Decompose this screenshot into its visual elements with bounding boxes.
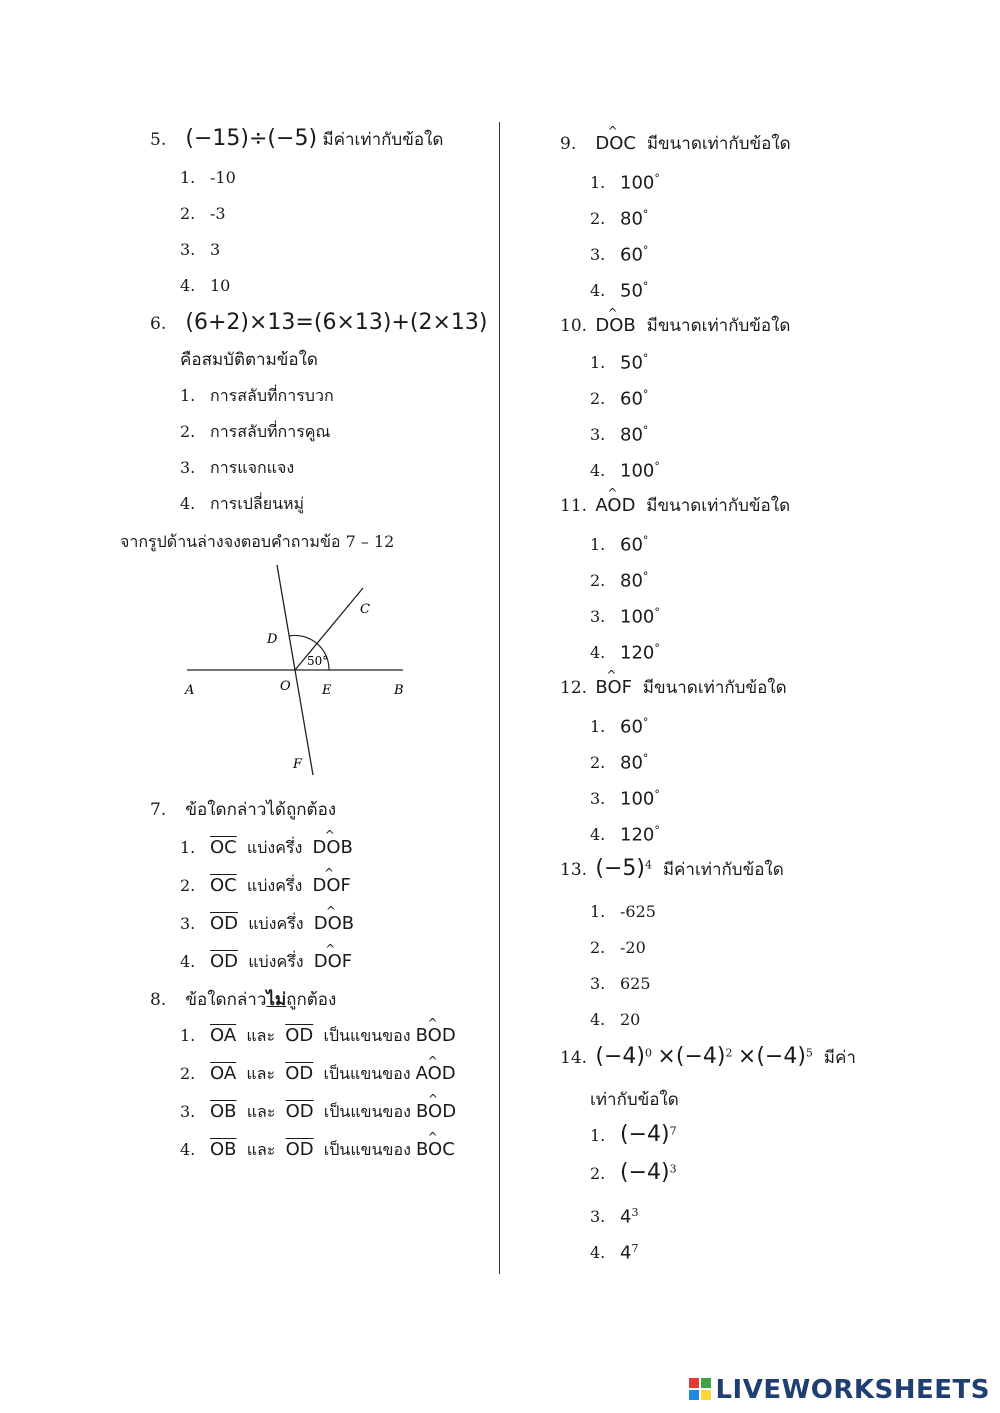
ray-oc bbox=[295, 588, 363, 670]
q12-option-4[interactable]: 4. 120° bbox=[590, 824, 660, 846]
q11-option-1[interactable]: 1. 60° bbox=[590, 534, 649, 556]
q14-option-3[interactable]: 3. $4^3$ bbox=[590, 1206, 639, 1228]
label-a: A bbox=[185, 683, 195, 698]
column-divider bbox=[499, 122, 500, 1274]
q10-option-3[interactable]: 3. 80° bbox=[590, 424, 649, 446]
label-e: E bbox=[322, 683, 332, 698]
label-d: D bbox=[267, 632, 278, 647]
question-9: 9. DOC ^ มีขนาดเท่ากับข้อใด bbox=[560, 130, 791, 157]
q13-option-3[interactable]: 3. 625 bbox=[590, 974, 651, 993]
question-number: 7. bbox=[150, 800, 167, 820]
q11-option-4[interactable]: 4. 120° bbox=[590, 642, 660, 664]
question-10: 10. DOB ^ มีขนาดเท่ากับข้อใด bbox=[560, 312, 790, 339]
q7-option-1[interactable]: 1. $\overline{OC}$ แบ่งครึ่ง DOB ^ bbox=[180, 836, 353, 861]
q12-option-3[interactable]: 3. 100° bbox=[590, 788, 660, 810]
question-text: ข้อใดกล่าวได้ถูกต้อง bbox=[185, 800, 337, 820]
math-expression: (6+2)×13=(6×13)+(2×13) bbox=[185, 310, 488, 335]
q13-option-1[interactable]: 1. -625 bbox=[590, 902, 656, 921]
q11-option-3[interactable]: 3. 100° bbox=[590, 606, 660, 628]
label-f: F bbox=[293, 757, 303, 772]
q9-option-4[interactable]: 4. 50° bbox=[590, 280, 649, 302]
q8-option-1[interactable]: 1. $\overline{OA}$ และ $\overline{OD}$ เป็นแขนของ BOD ^ bbox=[180, 1024, 456, 1049]
q5-option-3[interactable]: 3. 3 bbox=[180, 240, 221, 259]
question-8: 8. ข้อใดกล่าวไม่ถูกต้อง bbox=[150, 990, 337, 1010]
q5-option-2[interactable]: 2. -3 bbox=[180, 204, 226, 223]
q9-option-1[interactable]: 1. 100° bbox=[590, 172, 660, 194]
label-c: C bbox=[360, 602, 370, 617]
q9-option-3[interactable]: 3. 60° bbox=[590, 244, 649, 266]
q10-option-4[interactable]: 4. 100° bbox=[590, 460, 660, 482]
q5-option-1[interactable]: 1. -10 bbox=[180, 168, 236, 187]
figure-instruction: จากรูปด้านล่างจงตอบคำถามข้อ 7 – 12 bbox=[120, 532, 395, 551]
q14-option-4[interactable]: 4. $4^7$ bbox=[590, 1242, 639, 1264]
q7-option-3[interactable]: 3. $\overline{OD}$ แบ่งครึ่ง DOB ^ bbox=[180, 912, 354, 937]
q10-option-1[interactable]: 1. 50° bbox=[590, 352, 649, 374]
q5-option-4[interactable]: 4. 10 bbox=[180, 276, 231, 295]
question-13: 13. $(-5)^4$ มีค่าเท่ากับข้อใด bbox=[560, 856, 784, 881]
question-14-text: เท่ากับข้อใด bbox=[590, 1090, 679, 1110]
q13-option-4[interactable]: 4. 20 bbox=[590, 1010, 641, 1029]
q13-option-2[interactable]: 2. -20 bbox=[590, 938, 646, 957]
q14-option-2[interactable]: 2. $(-4)^3$ bbox=[590, 1160, 677, 1185]
liveworksheets-logo: LIVEWORKSHEETS bbox=[689, 1375, 990, 1405]
question-12: 12. BOF ^ มีขนาดเท่ากับข้อใด bbox=[560, 674, 787, 701]
question-number: 8. bbox=[150, 990, 167, 1010]
question-text: มีค่าเท่ากับข้อใด bbox=[322, 130, 444, 150]
q6-option-1[interactable]: 1. การสลับที่การบวก bbox=[180, 386, 334, 405]
angle-figure bbox=[170, 560, 420, 780]
question-6 bbox=[150, 310, 487, 335]
q14-option-1[interactable]: 1. $(-4)^7$ bbox=[590, 1122, 677, 1147]
math-expression: (−15)÷(−5) bbox=[185, 126, 318, 151]
question-number: 5. bbox=[150, 130, 167, 150]
q9-option-2[interactable]: 2. 80° bbox=[590, 208, 649, 230]
question-6-text: คือสมบัติตามข้อใด bbox=[180, 350, 318, 370]
label-b: B bbox=[394, 683, 404, 698]
question-5 bbox=[150, 126, 443, 153]
q7-option-4[interactable]: 4. $\overline{OD}$ แบ่งครึ่ง DOF ^ bbox=[180, 950, 352, 975]
question-14: 14. $(-4)^0 \times(-4)^2 \times(-4)^5$ มีค่า bbox=[560, 1044, 856, 1069]
q6-option-2[interactable]: 2. การสลับที่การคูณ bbox=[180, 422, 331, 441]
q11-option-2[interactable]: 2. 80° bbox=[590, 570, 649, 592]
question-11: 11. AOD ^ มีขนาดเท่ากับข้อใด bbox=[560, 492, 790, 519]
q8-option-4[interactable]: 4. $\overline{OB}$ และ $\overline{OD}$ เป็นแขนของ BOC ^ bbox=[180, 1138, 455, 1163]
question-number: 6. bbox=[150, 314, 167, 334]
q7-option-2[interactable]: 2. $\overline{OC}$ แบ่งครึ่ง DOF ^ bbox=[180, 874, 351, 899]
q6-option-3[interactable]: 3. การแจกแจง bbox=[180, 458, 295, 477]
q8-option-3[interactable]: 3. $\overline{OB}$ และ $\overline{OD}$ เป็นแขนของ BOD ^ bbox=[180, 1100, 456, 1125]
q6-option-4[interactable]: 4. การเปลี่ยนหมู่ bbox=[180, 494, 305, 513]
label-o: O bbox=[280, 679, 291, 694]
logo-mark-icon bbox=[689, 1378, 711, 1400]
q10-option-2[interactable]: 2. 60° bbox=[590, 388, 649, 410]
angle-label: 50° bbox=[307, 654, 329, 668]
q8-option-2[interactable]: 2. $\overline{OA}$ และ $\overline{OD}$ เป็นแขนของ AOD ^ bbox=[180, 1062, 456, 1087]
q12-option-2[interactable]: 2. 80° bbox=[590, 752, 649, 774]
question-7 bbox=[150, 796, 336, 823]
q12-option-1[interactable]: 1. 60° bbox=[590, 716, 649, 738]
